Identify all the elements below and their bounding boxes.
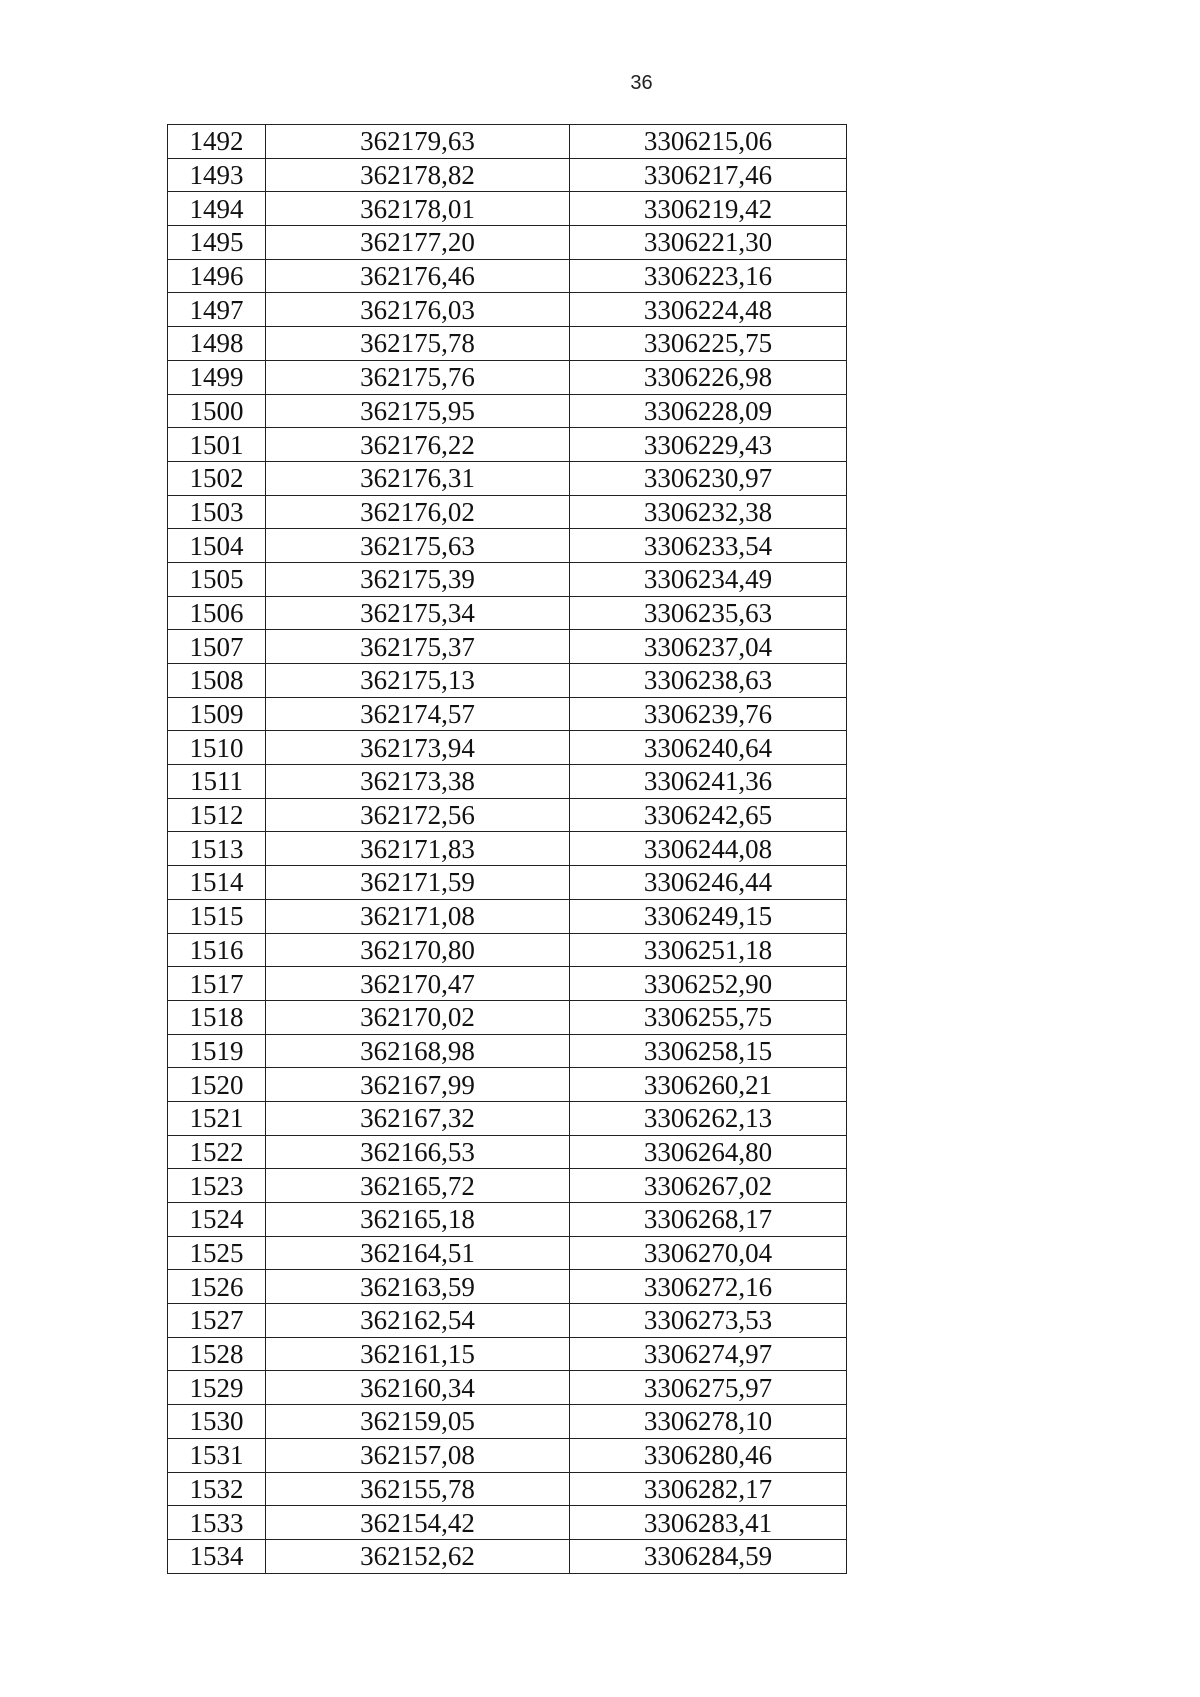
- x-coordinate-cell: 362170,02: [266, 1000, 570, 1034]
- table-row: [168, 1034, 847, 1068]
- y-coordinate-cell: 3306268,17: [570, 1203, 847, 1237]
- table-row: [168, 630, 847, 664]
- y-coordinate-cell: 3306258,15: [570, 1034, 847, 1068]
- point-number-cell: 1505: [168, 562, 266, 596]
- y-coordinate-cell: 3306264,80: [570, 1135, 847, 1169]
- point-number-cell: 1507: [168, 630, 266, 664]
- y-coordinate-cell: 3306270,04: [570, 1236, 847, 1270]
- point-number-cell: 1531: [168, 1438, 266, 1472]
- y-coordinate-cell: 3306223,16: [570, 259, 847, 293]
- point-number-cell: 1500: [168, 394, 266, 428]
- table-row: [168, 697, 847, 731]
- point-number-cell: 1529: [168, 1371, 266, 1405]
- y-coordinate-cell: 3306284,59: [570, 1539, 847, 1573]
- y-coordinate-cell: 3306217,46: [570, 158, 847, 192]
- y-coordinate-cell: 3306241,36: [570, 765, 847, 799]
- y-coordinate-cell: 3306249,15: [570, 899, 847, 933]
- table-row: [168, 562, 847, 596]
- point-number-cell: 1522: [168, 1135, 266, 1169]
- table-row: [168, 1101, 847, 1135]
- y-coordinate-cell: 3306275,97: [570, 1371, 847, 1405]
- y-coordinate-cell: 3306260,21: [570, 1068, 847, 1102]
- coordinates-table: [167, 124, 847, 1574]
- table-row: [168, 192, 847, 226]
- table-row: [168, 1405, 847, 1439]
- y-coordinate-cell: 3306244,08: [570, 832, 847, 866]
- y-coordinate-cell: 3306232,38: [570, 495, 847, 529]
- point-number-cell: 1520: [168, 1068, 266, 1102]
- point-number-cell: 1534: [168, 1539, 266, 1573]
- x-coordinate-cell: 362167,32: [266, 1101, 570, 1135]
- table-row: [168, 158, 847, 192]
- table-row: [168, 899, 847, 933]
- y-coordinate-cell: 3306251,18: [570, 933, 847, 967]
- point-number-cell: 1516: [168, 933, 266, 967]
- table-row: [168, 1337, 847, 1371]
- point-number-cell: 1510: [168, 731, 266, 765]
- x-coordinate-cell: 362171,59: [266, 866, 570, 900]
- x-coordinate-cell: 362155,78: [266, 1472, 570, 1506]
- point-number-cell: 1523: [168, 1169, 266, 1203]
- x-coordinate-cell: 362171,83: [266, 832, 570, 866]
- point-number-cell: 1513: [168, 832, 266, 866]
- table-row: [168, 1169, 847, 1203]
- point-number-cell: 1527: [168, 1304, 266, 1338]
- table-row: [168, 967, 847, 1001]
- x-coordinate-cell: 362177,20: [266, 226, 570, 260]
- point-number-cell: 1533: [168, 1506, 266, 1540]
- x-coordinate-cell: 362166,53: [266, 1135, 570, 1169]
- y-coordinate-cell: 3306233,54: [570, 529, 847, 563]
- x-coordinate-cell: 362176,31: [266, 461, 570, 495]
- point-number-cell: 1493: [168, 158, 266, 192]
- table-row: [168, 1371, 847, 1405]
- x-coordinate-cell: 362167,99: [266, 1068, 570, 1102]
- x-coordinate-cell: 362175,95: [266, 394, 570, 428]
- table-row: [168, 1000, 847, 1034]
- y-coordinate-cell: 3306234,49: [570, 562, 847, 596]
- y-coordinate-cell: 3306282,17: [570, 1472, 847, 1506]
- point-number-cell: 1499: [168, 360, 266, 394]
- point-number-cell: 1517: [168, 967, 266, 1001]
- table-row: [168, 226, 847, 260]
- table-row: [168, 1304, 847, 1338]
- y-coordinate-cell: 3306228,09: [570, 394, 847, 428]
- y-coordinate-cell: 3306252,90: [570, 967, 847, 1001]
- point-number-cell: 1525: [168, 1236, 266, 1270]
- x-coordinate-cell: 362164,51: [266, 1236, 570, 1270]
- table-row: [168, 529, 847, 563]
- table-row: [168, 428, 847, 462]
- table-row: [168, 1270, 847, 1304]
- point-number-cell: 1501: [168, 428, 266, 462]
- x-coordinate-cell: 362173,94: [266, 731, 570, 765]
- x-coordinate-cell: 362175,39: [266, 562, 570, 596]
- table-row: [168, 461, 847, 495]
- point-number-cell: 1506: [168, 596, 266, 630]
- table-row: [168, 394, 847, 428]
- x-coordinate-cell: 362163,59: [266, 1270, 570, 1304]
- x-coordinate-cell: 362176,02: [266, 495, 570, 529]
- point-number-cell: 1508: [168, 664, 266, 698]
- y-coordinate-cell: 3306255,75: [570, 1000, 847, 1034]
- table-row: [168, 765, 847, 799]
- table-row: [168, 1236, 847, 1270]
- point-number-cell: 1509: [168, 697, 266, 731]
- point-number-cell: 1495: [168, 226, 266, 260]
- table-row: [168, 327, 847, 361]
- x-coordinate-cell: 362161,15: [266, 1337, 570, 1371]
- x-coordinate-cell: 362162,54: [266, 1304, 570, 1338]
- point-number-cell: 1526: [168, 1270, 266, 1304]
- point-number-cell: 1494: [168, 192, 266, 226]
- point-number-cell: 1503: [168, 495, 266, 529]
- table-row: [168, 1472, 847, 1506]
- x-coordinate-cell: 362175,78: [266, 327, 570, 361]
- y-coordinate-cell: 3306246,44: [570, 866, 847, 900]
- x-coordinate-cell: 362178,82: [266, 158, 570, 192]
- table-row: [168, 933, 847, 967]
- point-number-cell: 1514: [168, 866, 266, 900]
- table-row: [168, 1203, 847, 1237]
- y-coordinate-cell: 3306273,53: [570, 1304, 847, 1338]
- point-number-cell: 1532: [168, 1472, 266, 1506]
- y-coordinate-cell: 3306215,06: [570, 125, 847, 159]
- table-row: [168, 832, 847, 866]
- table-row: [168, 1438, 847, 1472]
- y-coordinate-cell: 3306242,65: [570, 798, 847, 832]
- y-coordinate-cell: 3306229,43: [570, 428, 847, 462]
- table-row: [168, 866, 847, 900]
- x-coordinate-cell: 362175,63: [266, 529, 570, 563]
- y-coordinate-cell: 3306224,48: [570, 293, 847, 327]
- y-coordinate-cell: 3306274,97: [570, 1337, 847, 1371]
- x-coordinate-cell: 362176,03: [266, 293, 570, 327]
- table-row: [168, 731, 847, 765]
- x-coordinate-cell: 362179,63: [266, 125, 570, 159]
- point-number-cell: 1498: [168, 327, 266, 361]
- y-coordinate-cell: 3306237,04: [570, 630, 847, 664]
- y-coordinate-cell: 3306280,46: [570, 1438, 847, 1472]
- table-row: [168, 596, 847, 630]
- table-row: [168, 664, 847, 698]
- table-row: [168, 1539, 847, 1573]
- x-coordinate-cell: 362168,98: [266, 1034, 570, 1068]
- y-coordinate-cell: 3306219,42: [570, 192, 847, 226]
- x-coordinate-cell: 362175,37: [266, 630, 570, 664]
- x-coordinate-cell: 362165,18: [266, 1203, 570, 1237]
- x-coordinate-cell: 362152,62: [266, 1539, 570, 1573]
- x-coordinate-cell: 362159,05: [266, 1405, 570, 1439]
- x-coordinate-cell: 362176,46: [266, 259, 570, 293]
- x-coordinate-cell: 362165,72: [266, 1169, 570, 1203]
- y-coordinate-cell: 3306226,98: [570, 360, 847, 394]
- point-number-cell: 1521: [168, 1101, 266, 1135]
- x-coordinate-cell: 362157,08: [266, 1438, 570, 1472]
- table-row: [168, 1068, 847, 1102]
- table-row: [168, 125, 847, 159]
- x-coordinate-cell: 362172,56: [266, 798, 570, 832]
- x-coordinate-cell: 362175,34: [266, 596, 570, 630]
- point-number-cell: 1497: [168, 293, 266, 327]
- point-number-cell: 1502: [168, 461, 266, 495]
- point-number-cell: 1530: [168, 1405, 266, 1439]
- point-number-cell: 1515: [168, 899, 266, 933]
- y-coordinate-cell: 3306238,63: [570, 664, 847, 698]
- x-coordinate-cell: 362170,80: [266, 933, 570, 967]
- y-coordinate-cell: 3306278,10: [570, 1405, 847, 1439]
- table-row: [168, 1506, 847, 1540]
- y-coordinate-cell: 3306272,16: [570, 1270, 847, 1304]
- y-coordinate-cell: 3306267,02: [570, 1169, 847, 1203]
- x-coordinate-cell: 362160,34: [266, 1371, 570, 1405]
- point-number-cell: 1518: [168, 1000, 266, 1034]
- table-row: [168, 798, 847, 832]
- page-number: 36: [630, 72, 653, 94]
- point-number-cell: 1512: [168, 798, 266, 832]
- point-number-cell: 1528: [168, 1337, 266, 1371]
- y-coordinate-cell: 3306221,30: [570, 226, 847, 260]
- point-number-cell: 1496: [168, 259, 266, 293]
- point-number-cell: 1511: [168, 765, 266, 799]
- table-row: [168, 360, 847, 394]
- x-coordinate-cell: 362173,38: [266, 765, 570, 799]
- x-coordinate-cell: 362178,01: [266, 192, 570, 226]
- point-number-cell: 1524: [168, 1203, 266, 1237]
- y-coordinate-cell: 3306225,75: [570, 327, 847, 361]
- y-coordinate-cell: 3306240,64: [570, 731, 847, 765]
- x-coordinate-cell: 362171,08: [266, 899, 570, 933]
- table-row: [168, 293, 847, 327]
- x-coordinate-cell: 362154,42: [266, 1506, 570, 1540]
- x-coordinate-cell: 362170,47: [266, 967, 570, 1001]
- coordinates-table-body: [168, 125, 847, 1574]
- x-coordinate-cell: 362174,57: [266, 697, 570, 731]
- x-coordinate-cell: 362175,13: [266, 664, 570, 698]
- y-coordinate-cell: 3306230,97: [570, 461, 847, 495]
- table-row: [168, 1135, 847, 1169]
- point-number-cell: 1519: [168, 1034, 266, 1068]
- point-number-cell: 1492: [168, 125, 266, 159]
- x-coordinate-cell: 362175,76: [266, 360, 570, 394]
- point-number-cell: 1504: [168, 529, 266, 563]
- x-coordinate-cell: 362176,22: [266, 428, 570, 462]
- y-coordinate-cell: 3306262,13: [570, 1101, 847, 1135]
- table-row: [168, 495, 847, 529]
- table-row: [168, 259, 847, 293]
- y-coordinate-cell: 3306235,63: [570, 596, 847, 630]
- y-coordinate-cell: 3306283,41: [570, 1506, 847, 1540]
- y-coordinate-cell: 3306239,76: [570, 697, 847, 731]
